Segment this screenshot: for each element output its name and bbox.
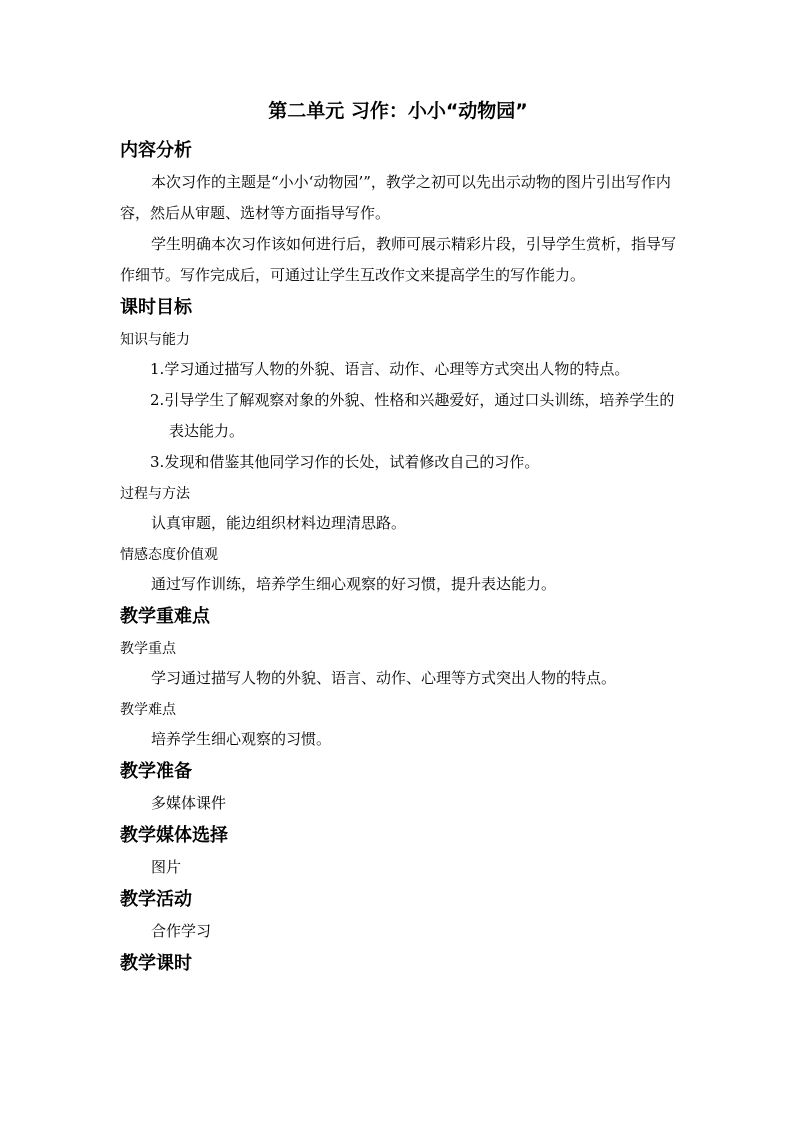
emotion-text: 通过写作训练，培养学生细心观察的好习惯，提升表达能力。: [151, 575, 557, 593]
key-point-text: 学习通过描写人物的外貌、语言、动作、心理等方式突出人物的特点。: [151, 669, 617, 687]
process-text: 认真审题，能边组织材料边理清思路。: [151, 514, 407, 532]
knowledge-item-1-number: 1.: [150, 360, 165, 378]
knowledge-item-3: [120, 447, 676, 478]
difficult-point-text: 培养学生细心观察的习惯。: [151, 730, 332, 748]
objectives-section: [120, 291, 676, 600]
hours-heading: 教学课时: [120, 953, 192, 974]
media-text: 图片: [151, 858, 182, 876]
process-heading: 过程与方法: [120, 486, 190, 502]
knowledge-heading: 知识与能力: [120, 332, 190, 348]
knowledge-item-2-text: 引导学生了解观察对象的外貌、性格和兴趣爱好，通过口头训练，培养学生的表达能力。: [164, 391, 675, 440]
knowledge-item-1-text: 学习通过描写人物的外貌、语言、动作、心理等方式突出人物的特点。: [164, 360, 630, 378]
media-heading: 教学媒体选择: [120, 825, 228, 846]
knowledge-item-2: [120, 385, 676, 447]
activity-section: [120, 883, 676, 947]
key-point-heading: 教学重点: [120, 641, 176, 657]
preparation-heading: 教学准备: [120, 761, 192, 782]
knowledge-item-3-text: 发现和借鉴其他同学习作的长处，试着修改自己的习作。: [164, 453, 540, 471]
key-difficult-heading: 教学重难点: [120, 606, 210, 627]
preparation-section: [120, 755, 676, 819]
preparation-text: 多媒体课件: [151, 794, 227, 812]
key-difficult-section: [120, 600, 676, 755]
objectives-heading: 课时目标: [120, 297, 192, 318]
content-analysis-paragraph-1: 本次习作的主题是“小小‘动物园’”，教学之初可以先出示动物的图片引出写作内容，然后从审题、选材等方面指导写作。: [120, 173, 671, 222]
knowledge-item-3-number: 3.: [150, 453, 165, 471]
hours-section: [120, 947, 676, 980]
document-page: [120, 98, 676, 980]
activity-text: 合作学习: [151, 922, 212, 940]
knowledge-list: [120, 354, 676, 478]
knowledge-item-2-number: 2.: [150, 391, 165, 409]
content-analysis-heading: 内容分析: [120, 140, 192, 161]
difficult-point-heading: 教学难点: [120, 702, 176, 718]
content-analysis-section: [120, 134, 676, 291]
activity-heading: 教学活动: [120, 889, 192, 910]
document-title: 第二单元 习作：小小“动物园”: [268, 100, 528, 122]
emotion-heading: 情感态度价值观: [120, 547, 218, 563]
content-analysis-paragraph-2: 学生明确本次习作该如何进行后，教师可展示精彩片段，引导学生赏析，指导写作细节。写作完成后，可通过让学生互改作文来提高学生的写作能力。: [120, 235, 677, 284]
knowledge-item-1: [120, 354, 676, 385]
media-section: [120, 819, 676, 883]
